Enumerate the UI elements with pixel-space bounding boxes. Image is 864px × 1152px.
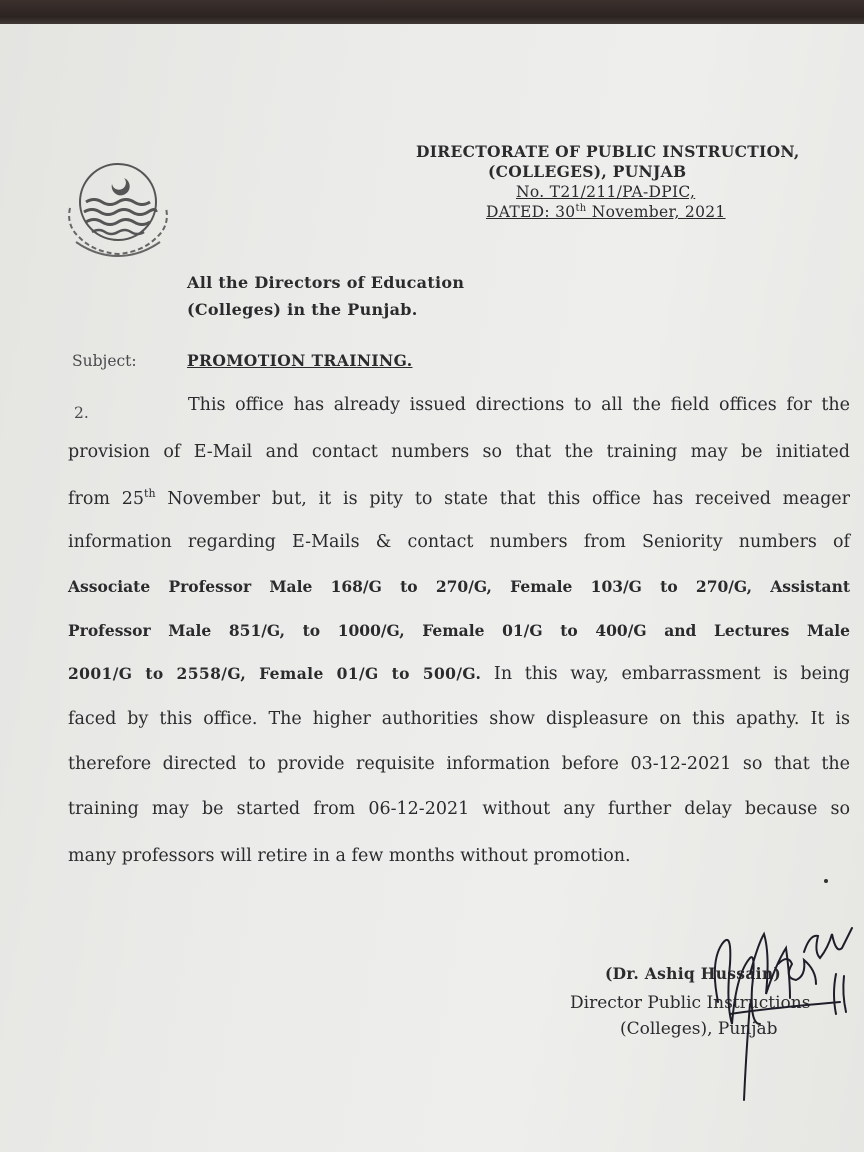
punjab-emblem-logo bbox=[62, 146, 174, 264]
body-line-bold: Associate Professor Male 168/G to 270/G, Female 103/G to 270/G, Assistant bbox=[68, 577, 850, 596]
signatory-name: (Dr. Ashiq Hussain) bbox=[605, 964, 782, 983]
reference-number: No. T21/211/PA-DPIC, bbox=[516, 183, 696, 201]
body-line: from 25th November but, it is pity to state that this office has received meager bbox=[68, 487, 850, 509]
body-line-bold: Professor Male 851/G, to 1000/G, Female 01/G to 400/G and Lectures Male bbox=[68, 621, 850, 640]
addressee-line-2: (Colleges) in the Punjab. bbox=[187, 300, 418, 319]
signatory-office: (Colleges), Punjab bbox=[620, 1019, 778, 1039]
subject-label: Subject: bbox=[72, 352, 137, 370]
paragraph-number: 2. bbox=[74, 404, 89, 422]
signatory-title: Director Public Instructions bbox=[570, 993, 811, 1013]
handwritten-signature bbox=[600, 904, 864, 1114]
body-line: faced by this office. The higher authorities show displeasure on this apathy. It is bbox=[68, 709, 850, 729]
subject-text: PROMOTION TRAINING. bbox=[187, 351, 413, 370]
addressee-line-1: All the Directors of Education bbox=[187, 273, 465, 292]
body-line: therefore directed to provide requisite information before 03-12-2021 so that the bbox=[68, 754, 850, 774]
body-line: training may be started from 06-12-2021 without any further delay because so bbox=[68, 799, 850, 819]
letter-page bbox=[0, 24, 864, 1152]
body-line: many professors will retire in a few months without promotion. bbox=[68, 846, 631, 866]
body-line: information regarding E-Mails & contact numbers from Seniority numbers of bbox=[68, 532, 850, 552]
directorate-title: DIRECTORATE OF PUBLIC INSTRUCTION, bbox=[416, 142, 800, 161]
body-line: provision of E-Mail and contact numbers so that the training may be initiated bbox=[68, 442, 850, 462]
ink-dot bbox=[824, 879, 828, 883]
body-line: 2001/G to 2558/G, Female 01/G to 500/G. In this way, embarrassment is being bbox=[68, 664, 851, 684]
letter-date: DATED: 30th November, 2021 bbox=[486, 203, 726, 222]
directorate-subtitle: (COLLEGES), PUNJAB bbox=[488, 162, 687, 181]
body-line: This office has already issued directions to all the field offices for the bbox=[188, 395, 850, 415]
